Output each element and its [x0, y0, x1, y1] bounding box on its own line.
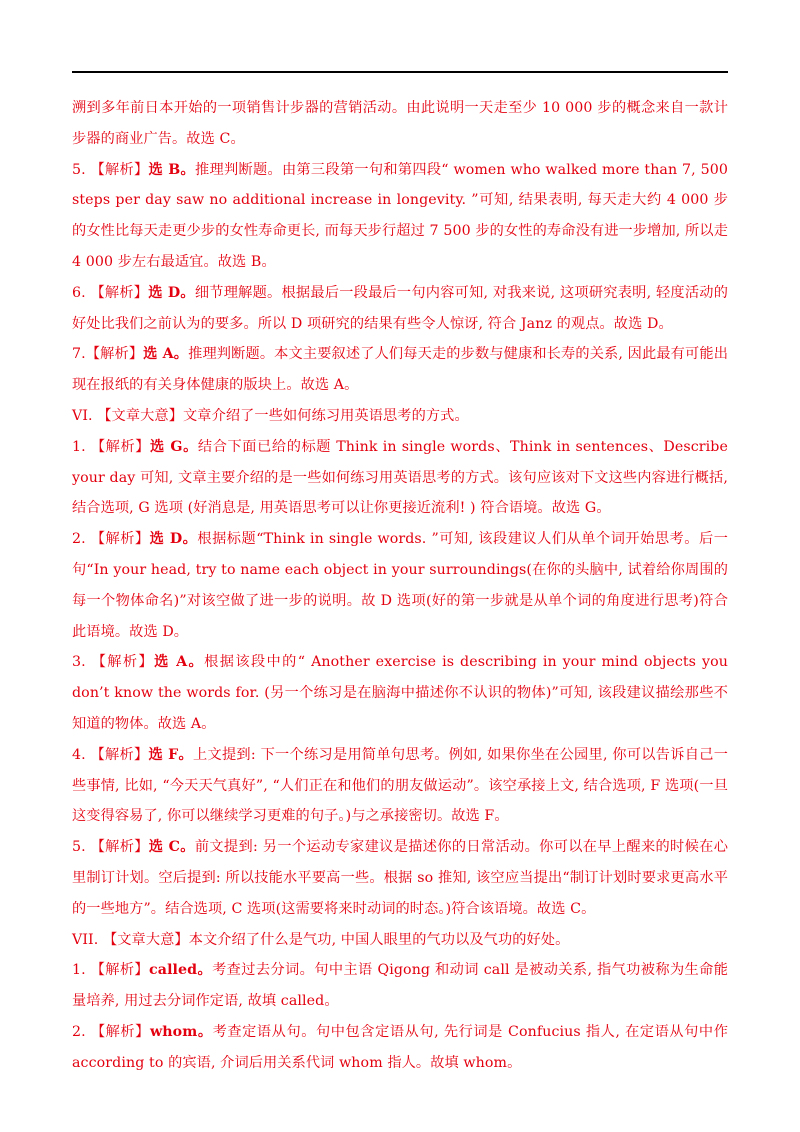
paragraph-text: 前文提到: 另一个运动专家建议是描述你的日常活动。你可以在早上醒来的时候在心里制订计划。空后提到: 所以技能水平要高一些。根据 so 推知, 该空应当提出“制订计划时要求更高水平的一些地方”。结合选项, C 选项(这需要将来时动词的时态。)符合该语境。故选 C。	[72, 839, 728, 917]
answer-choice: called。	[149, 962, 213, 979]
paragraph-text: 根据标题“Think in single words. ”可知, 该段建议人们从单个词开始思考。后一句“In your head, try to name each object in your surroundings(在你的头脑中, 试着给你周围的每一个物体命名)”对该空做了进一步的说明。故 D 选项(好的第一步就是从单个词的角度进行思考)符合此语境。故选 D。	[72, 531, 728, 640]
answer-choice: 选 G。	[150, 438, 198, 455]
analysis-label: 【解析】	[90, 962, 150, 979]
paragraph-text: 7.	[72, 346, 86, 363]
paragraph-text: 推理判断题。本文主要叙述了人们每天走的步数与健康和长寿的关系, 因此最有可能出现在报纸的有关身体健康的版块上。故选 A。	[72, 346, 728, 394]
answer-paragraph	[72, 155, 728, 278]
paragraph-text: 2.	[72, 1023, 91, 1040]
paragraph-text: 上文提到: 下一个练习是用简单句思考。例如, 如果你坐在公园里, 你可以告诉自己一些事情, 比如, “今天天气真好”, “人们正在和他们的朋友做运动”。该空承接上文, 结合选项, F 选项(一旦这变得容易了, 你可以继续学习更难的句子。)与之承接密切。故选 F。	[72, 746, 728, 825]
paragraph-text: 2.	[72, 531, 91, 548]
paragraph-text: 细节理解题。根据最后一段最后一句内容可知, 对我来说, 这项研究表明, 轻度活动的好处比我们之前认为的要多。所以 D 项研究的结果有些令人惊讶, 符合 Janz 的观点。故选 D。	[72, 284, 728, 332]
answer-choice: 选 F。	[148, 746, 193, 763]
analysis-label: 【解析】	[90, 1023, 150, 1040]
answer-paragraph	[72, 647, 728, 739]
paragraph-text: 4.	[72, 746, 91, 763]
analysis-label: 【解析】	[85, 346, 144, 363]
answer-paragraph	[72, 401, 728, 432]
answer-paragraph	[72, 740, 728, 832]
answer-paragraph	[72, 278, 728, 340]
answer-paragraph	[72, 1017, 728, 1079]
answer-choice: 选 D。	[148, 284, 195, 301]
paragraph-text: 推理判断题。由第三段第一句和第四段“ women who walked more than 7, 500 steps per day saw no additional increase in longevity. ”可知, 结果表明, 每天走大约 4 000 步的女性比每天走更少步的女性寿命更长, 而每天步行超过 7 500 步的女性的寿命没有进一步增加, 所以走 4 000 步左右最适宜。故选 B。	[72, 161, 728, 270]
analysis-label: 【解析】	[91, 654, 155, 671]
analysis-label: 【解析】	[90, 438, 151, 455]
analysis-label: 【解析】	[90, 161, 149, 178]
paragraph-text: 溯到多年前日本开始的一项销售计步器的营销活动。由此说明一天走至少 10 000 步的概念来自一款计步器的商业广告。故选 C。	[72, 100, 728, 147]
paragraph-text: VI. 【文章大意】文章介绍了一些如何练习用英语思考的方式。	[72, 407, 469, 424]
paragraph-text: 考查过去分词。句中主语 Qigong 和动词 call 是被动关系, 指气功被称为生命能量培养, 用过去分词作定语, 故填 called。	[72, 962, 729, 1010]
answer-choice: 选 A。	[154, 654, 205, 671]
paragraph-text: 3.	[72, 654, 92, 671]
paragraph-text: 1.	[72, 962, 91, 979]
answer-paragraph	[72, 925, 728, 956]
paragraph-text: 5.	[72, 161, 91, 178]
paragraph-text: 6.	[72, 284, 91, 301]
answer-choice: whom。	[149, 1023, 213, 1040]
paragraph-text: VII. 【文章大意】本文介绍了什么是气功, 中国人眼里的气功以及气功的好处。	[72, 931, 570, 948]
answer-paragraph	[72, 955, 728, 1017]
analysis-label: 【解析】	[90, 746, 149, 763]
paragraph-text: 根据该段中的“ Another exercise is describing in your mind objects you don’t know the words for. (另一个练习是在脑海中描述你不认识的物体)”可知, 该段建议描绘那些不知道的物体。故选 A。	[72, 654, 728, 732]
answer-choice: 选 C。	[148, 839, 195, 856]
answer-choice: 选 D。	[149, 531, 198, 548]
analysis-label: 【解析】	[90, 839, 149, 856]
answer-choice: 选 A。	[143, 346, 189, 363]
answer-paragraph	[72, 524, 728, 647]
answer-choice: 选 B。	[148, 161, 196, 178]
answer-paragraph	[72, 832, 728, 924]
analysis-label: 【解析】	[90, 284, 149, 301]
paragraph-text: 5.	[72, 839, 91, 856]
answer-paragraph	[72, 93, 728, 155]
analysis-label: 【解析】	[90, 531, 150, 548]
header-rule	[72, 71, 728, 73]
paragraph-text: 1.	[72, 438, 91, 455]
answer-paragraph	[72, 339, 728, 401]
paragraph-text: 考查定语从句。句中包含定语从句, 先行词是 Confucius 指人, 在定语从句中作 according to 的宾语, 介词后用关系代词 whom 指人。故填 whom。	[72, 1023, 728, 1071]
answer-paragraph	[72, 432, 728, 524]
paragraph-text: 结合下面已给的标题 Think in single words、Think in sentences、Describe your day 可知, 文章主要介绍的是一些如何练习用英语思考的方式。该句应该对下文这些内容进行概括, 结合选项, G 选项 (好消息是, 用英语思考可以让你更接近流利! ) 符合语境。故选 G。	[72, 438, 728, 517]
answer-key-body	[72, 93, 728, 1079]
